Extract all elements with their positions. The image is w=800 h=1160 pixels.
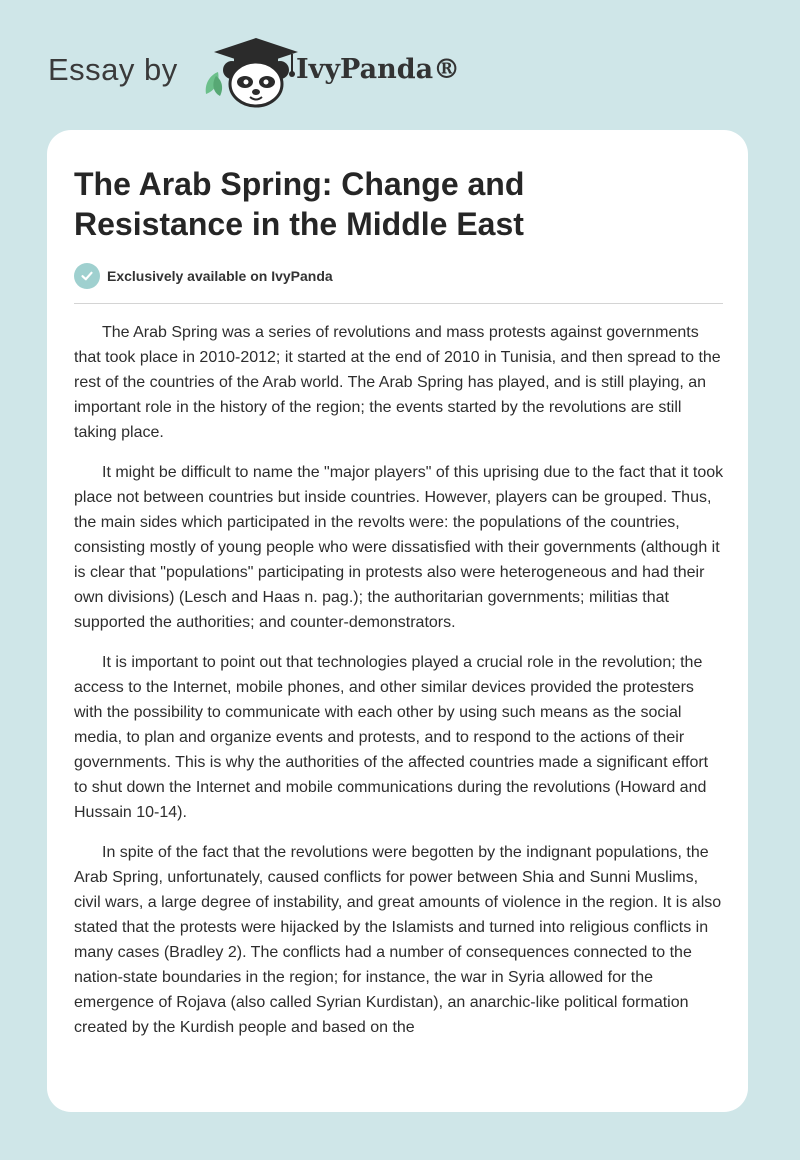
paragraph: The Arab Spring was a series of revolutions and mass protests against governments that took place in 2010-2012; it started at the end of 2010 in Tunisia, and then spread to the rest of the countries of the Arab world. The Arab Spring has played, and is still playing, an important role in the history of the region; the events started by the revolutions are still taking place. (74, 324, 721, 441)
check-circle-icon (74, 263, 100, 289)
paragraph: It is important to point out that technologies played a crucial role in the revolution; the access to the Internet, mobile phones, and other similar devices provided the protesters with the possibility to communicate with each other by using such means as the social media, to plan and organize events and protests, and to respond to the actions of their governments. This is why the authorities of the affected countries made a significant effort to shut down the Internet and mobile communications during the revolutions (Howard and Hussain 10-14). (74, 654, 709, 821)
exclusive-badge-label: Exclusively available on IvyPanda (107, 268, 333, 284)
exclusive-badge (74, 263, 333, 289)
panda-graduate-icon[interactable] (198, 36, 298, 108)
divider (74, 303, 723, 304)
brand-name[interactable]: IvyPanda® (296, 54, 461, 85)
paragraph: It might be difficult to name the "major players" of this uprising due to the fact that it took place not between countries but inside countries. However, players can be grouped. Thus, the main sides which participated in the revolts were: the populations of the countries, consisting mostly of young people who were dissatisfied with their governments (although it is clear that "populations" participating in protests also were heterogeneous and had their own divisions) (Lesch and Haas n. pag.); the authoritarian governments; militias that supported the authorities; and counter-demonstrators. (74, 464, 724, 631)
paragraph: In spite of the fact that the revolutions were begotten by the indignant populations, the Arab Spring, unfortunately, caused conflicts for power between Shia and Sunni Muslims, civil wars, a large degree of instability, and great amounts of violence in the region. It is also stated that the protests were hijacked by the Islamists and turned into religious conflicts in many cases (Bradley 2). The conflicts had a number of consequences connected to the nation-state boundaries in the region; for instance, the war in Syria allowed for the emergence of Rojava (also called Syrian Kurdistan), an anarchic-like political formation created by the Kurdish people and based on the (74, 844, 722, 1036)
page-title: The Arab Spring: Change and Resistance in the Middle East (74, 166, 525, 242)
essay-body (74, 320, 724, 1055)
site-header (48, 36, 508, 108)
essay-by-label: Essay by (48, 52, 178, 87)
essay-card (47, 130, 748, 1112)
